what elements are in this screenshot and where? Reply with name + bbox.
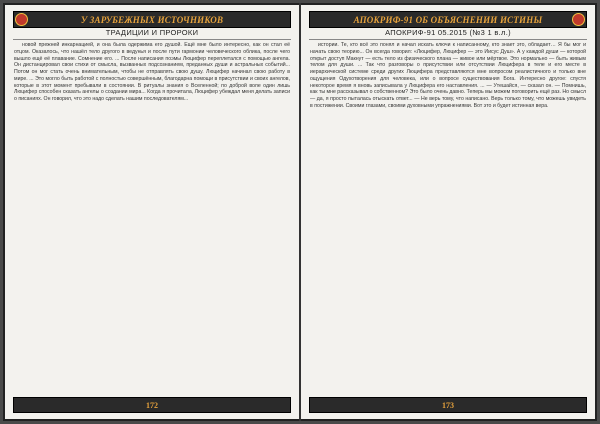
right-page (300, 3, 597, 421)
right-header-title: АПОКРИФ-91 ОБ ОБЪЯСНЕНИИ ИСТИНЫ (353, 14, 543, 25)
right-body-text (310, 42, 586, 393)
right-footer-band (309, 397, 587, 413)
left-page (3, 3, 300, 421)
book-fold (299, 3, 301, 421)
right-page-number: 173 (442, 400, 454, 410)
left-footer-band (13, 397, 291, 413)
left-body-text (14, 42, 290, 393)
left-section-title: ТРАДИЦИИ И ПРОРОКИ (13, 28, 291, 40)
left-header-title: У ЗАРУБЕЖНЫХ ИСТОЧНИКОВ (80, 14, 224, 25)
left-header-band (13, 11, 291, 28)
left-page-number: 172 (146, 400, 158, 410)
right-body-paragraph: истории. Те, кто всё это понял и начал искать ключи к написанному, кто знает это, обладает… Я бы мог и начать свою теорию... Он всегда говорил: «Люцифер, Люцифер — это Иисус Душ». А у каждой души — которой открыт доступ Макнут — есть тело из физического плана — живое или мёртвое. Это нормально — быть живым телом для души. ... Так что разговоры о присутствии или отсутствии Люцифера в теле и его месте в иерархической системе среди других Люцифера представляются мне вопросом реалистичного и только вне ощущения Одухотворения для человека, или о вопросе существования Бога. Интересно другое: спустя некоторое время я вновь записывала у Люцифера его наставления. ... — Утешайся, — сказал он. — Помнишь, как ты мне рассказывал о собственном? Это было очень давно. Теперь мы можем поговорить ещё раз. Но смысл — да, я просто пыталась отыскать ответ... — Не верь тому, что написано. Верь только тому, что можешь увидеть в постижении. Своими глазами, своими духовными упражнениями. Вот это и будет истинная вера. (310, 42, 586, 109)
right-logo-icon (572, 13, 585, 26)
left-logo-icon (15, 13, 28, 26)
left-body-paragraph: новой прежней инкарнацией, и она была одержима его душой. Ещё мне было интересно, как он стал её отцом. Оказалось, что нашёл тело другого в ведунья и после пути гармонии человеческого облика, после чего вышло ещё её плавание. Сомнение его. ... После написания поэмы Люцифер переплетался с помощью ангела. Он дистанцировал свои стихи от смысла, вызванных подсознанием, преданных души и астральных событий... Потом он мог стать очень внимательным, чтобы не отправлять свою душу. Люцифер начинал свою работу в мире. ... Это могло быть работой с полностью совершённым, благодарна помощи в присутствии и своих ангелов, которые в этот момент пребывали в состоянии. В ритуалы знания о Вселенной; по доброй воле один лишь Люцифер способен сказать ангелы о создании мира... Когда я прочитала, Люцифер убеждал меня делать записи о писаниях. Он говорил, что это надо сделать нашим последователям... (14, 42, 290, 102)
right-section-title: АПОКРИФ-91 05.2015 (№3 1 в.л.) (309, 28, 587, 40)
right-header-band (309, 11, 587, 28)
